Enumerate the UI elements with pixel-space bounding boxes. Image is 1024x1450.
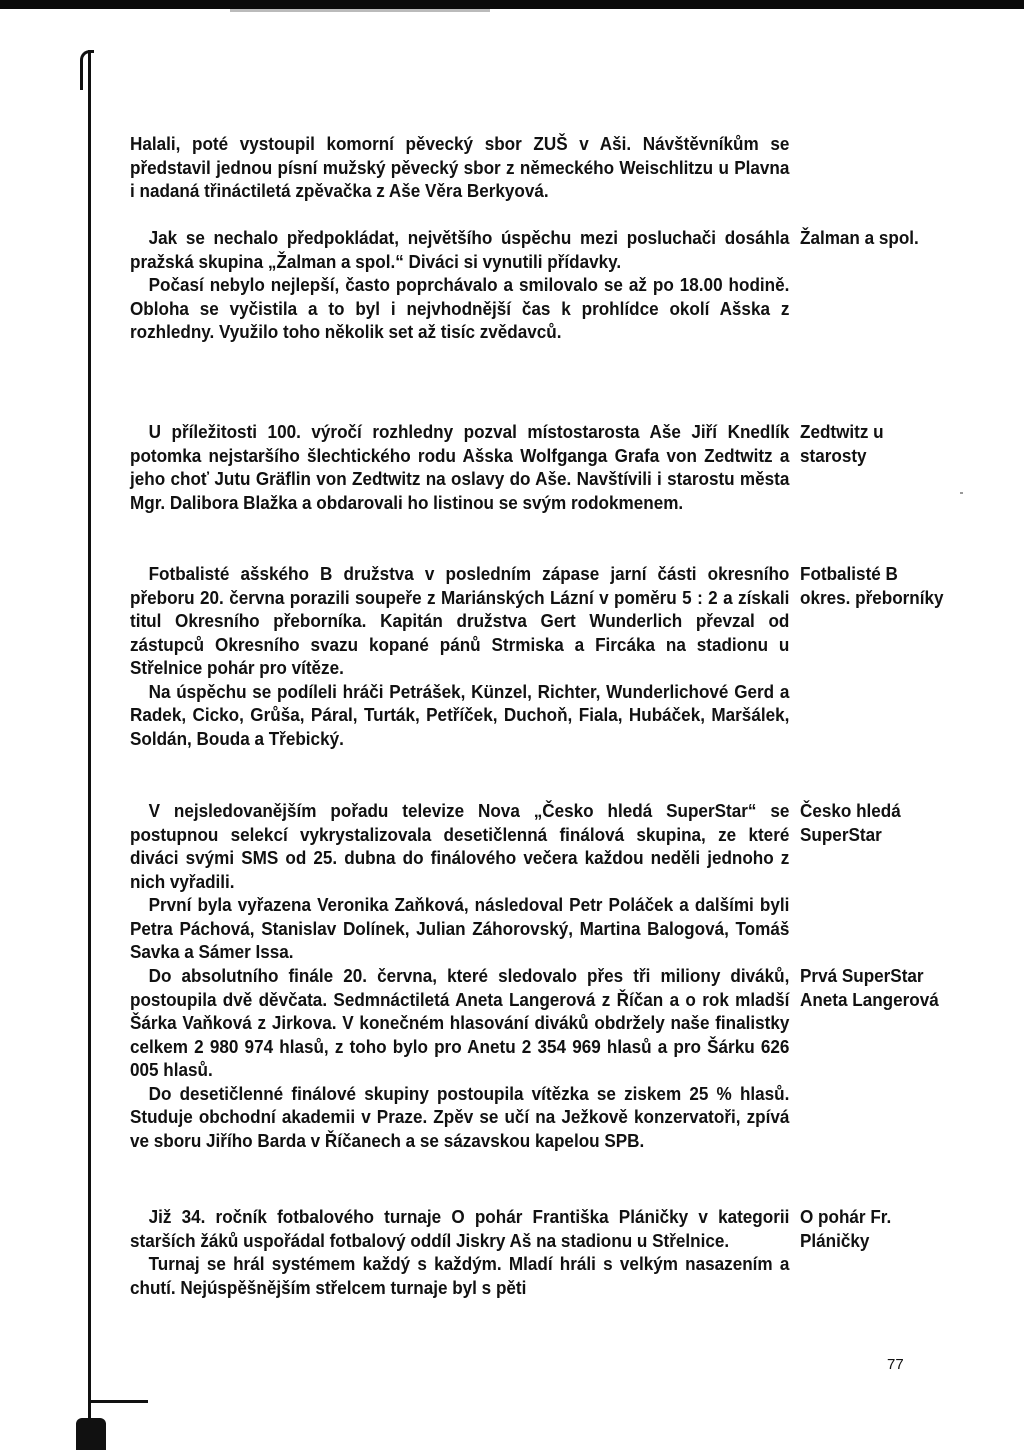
entry-paragraph: U příležitosti 100. výročí rozhledny pozval místostarosta Aše Jiří Knedlík potomka nejstaršího šlechtického rodu Ašska Wolfganga Grafa von Zedtwitz a jeho choť Jutu Gräflin von Zedtwitz na oslavy do Aše. Navštívili i starostu města Mgr. Dalibora Blažka a obdarovali ho listinou se svým rodokmenem. — [130, 421, 790, 513]
margin-note-line: O pohár Fr. — [800, 1206, 892, 1227]
margin-note-zedtwitz — [800, 420, 1000, 467]
margin-note-fotbal-b — [800, 562, 1000, 609]
chronicle-entry-zedtwitz — [130, 420, 790, 514]
margin-note-line: starosty — [800, 444, 867, 466]
chronicle-entry-finale — [130, 964, 790, 1152]
margin-note-planicka — [800, 1205, 1000, 1252]
scan-top-edge — [0, 0, 1024, 9]
margin-note-line: Prvá SuperStar — [800, 965, 924, 986]
margin-note-zalman — [800, 226, 1000, 250]
entry-paragraph: V nejsledovanějším pořadu televize Nova „Česko hledá SuperStar“ se postupnou selekcí vykrystalizovala desetičlenná finálová skupina, ze které diváci svými SMS od 25. dubna do finálového večera každou neděli jednoho z nich vyřadili. — [130, 800, 790, 892]
entry-paragraph: Již 34. ročník fotbalového turnaje O pohár Františka Pláničky v kategorii starších žáků uspořádal fotbalový oddíl Jiskry Aš na stadionu u Střelnice. — [130, 1206, 790, 1251]
scan-top-shadow — [230, 9, 490, 12]
binding-edge-hook — [80, 50, 94, 90]
page-number: 77 — [887, 1356, 904, 1373]
entry-paragraph: Jak se nechalo předpokládat, největšího úspěchu mezi posluchači dosáhla pražská skupina „Žalman a spol.“ Diváci si vynutili přídavky. — [130, 227, 790, 272]
entry-paragraph: Do desetičlenné finálové skupiny postoupila vítězka se ziskem 25 % hlasů. Studuje obchodní akademii v Praze. Zpěv se učí na Ježkově konzervatoři, zpívá ve sboru Jiřího Barda v Říčanech a se sázavskou kapelou SPB. — [130, 1082, 790, 1151]
entry-paragraph: Fotbalisté ašského B družstva v posledním zápase jarní části okresního přeboru 20. června porazili soupeře z Mariánských Lázní v poměru 5 : 2 a získali titul Okresního přeborníka. Kapitán družstva Gert Wunderlich převzal od zástupců Okresního svazu kopané pánů Strmiska a Fircáka na stadionu u Střelnice pohár pro vítěze. — [130, 563, 790, 678]
margin-note-line: okres. přeborníky — [800, 586, 944, 608]
entry-paragraph: Turnaj se hrál systémem každý s každým. Mladí hráli s velkým nasazením a chutí. Nejúspěšnějším střelcem turnaje byl s pěti — [130, 1253, 790, 1298]
binding-edge-corner — [76, 1418, 106, 1450]
binding-edge-foot — [88, 1400, 148, 1403]
entry-paragraph: Na úspěchu se podíleli hráči Petrášek, Künzel, Richter, Wunderlichové Gerd a Radek, Cicko, Grůša, Páral, Turták, Petříček, Duchoň, Fiala, Hubáček, Maršálek, Soldán, Bouda a Třebický. — [130, 680, 790, 749]
entry-paragraph: Počasí nebylo nejlepší, často poprchávalo a smilovalo se až po 18.00 hodině. Obloha se vyčistila a to byl i nejvhodnější čas k prohlídce okolí Ašska z rozhledny. Využilo toho několik set až tisíc zvědavců. — [130, 274, 790, 342]
margin-note-line: Fotbalisté B — [800, 563, 898, 584]
chronicle-entry-planicka — [130, 1205, 790, 1299]
margin-note-line: Pláničky — [800, 1229, 870, 1251]
scan-speck — [960, 492, 963, 494]
margin-note-line: Aneta Langerová — [800, 988, 939, 1010]
margin-note-line: Zedtwitz u — [800, 421, 884, 442]
margin-note-line: SuperStar — [800, 823, 882, 845]
margin-note-finale — [800, 964, 1000, 1011]
entry-paragraph: První byla vyřazena Veronika Zaňková, následoval Petr Poláček a dalšími byli Petra Páchová, Stanislav Dolínek, Julian Záhorovský, Martina Balogová, Tomáš Savka a Sámer Issa. — [130, 894, 790, 962]
entry-paragraph: Halali, poté vystoupil komorní pěvecký sbor ZUŠ v Aši. Návštěvníkům se představil jednou písní mužský pěvecký sbor z německého Weischlitzu u Plavna i nadaná třináctiletá zpěvačka z Aše Věra Berkyová. — [130, 133, 790, 201]
chronicle-entry-superstar — [130, 799, 790, 964]
chronicle-entry-fotbal-b — [130, 562, 790, 750]
chronicle-entry-halali — [130, 132, 790, 203]
entry-paragraph: Do absolutního finále 20. června, které sledovalo přes tři miliony diváků, postoupila dvě děvčata. Sedmnáctiletá Aneta Langerová z Říčan a o rok mladší Šárka Vaňková z Jirkova. V konečném hlasování diváků obdržely naše finalistky celkem 2 980 974 hlasů, z toho bylo pro Anetu 2 354 969 hlasů a pro Šárku 626 005 hlasů. — [130, 965, 790, 1080]
margin-note-line: Žalman a spol. — [800, 227, 919, 248]
margin-note-line: Česko hledá — [800, 800, 901, 821]
chronicle-entry-zalman — [130, 226, 790, 344]
binding-edge — [88, 50, 91, 1450]
margin-note-superstar — [800, 799, 1000, 846]
